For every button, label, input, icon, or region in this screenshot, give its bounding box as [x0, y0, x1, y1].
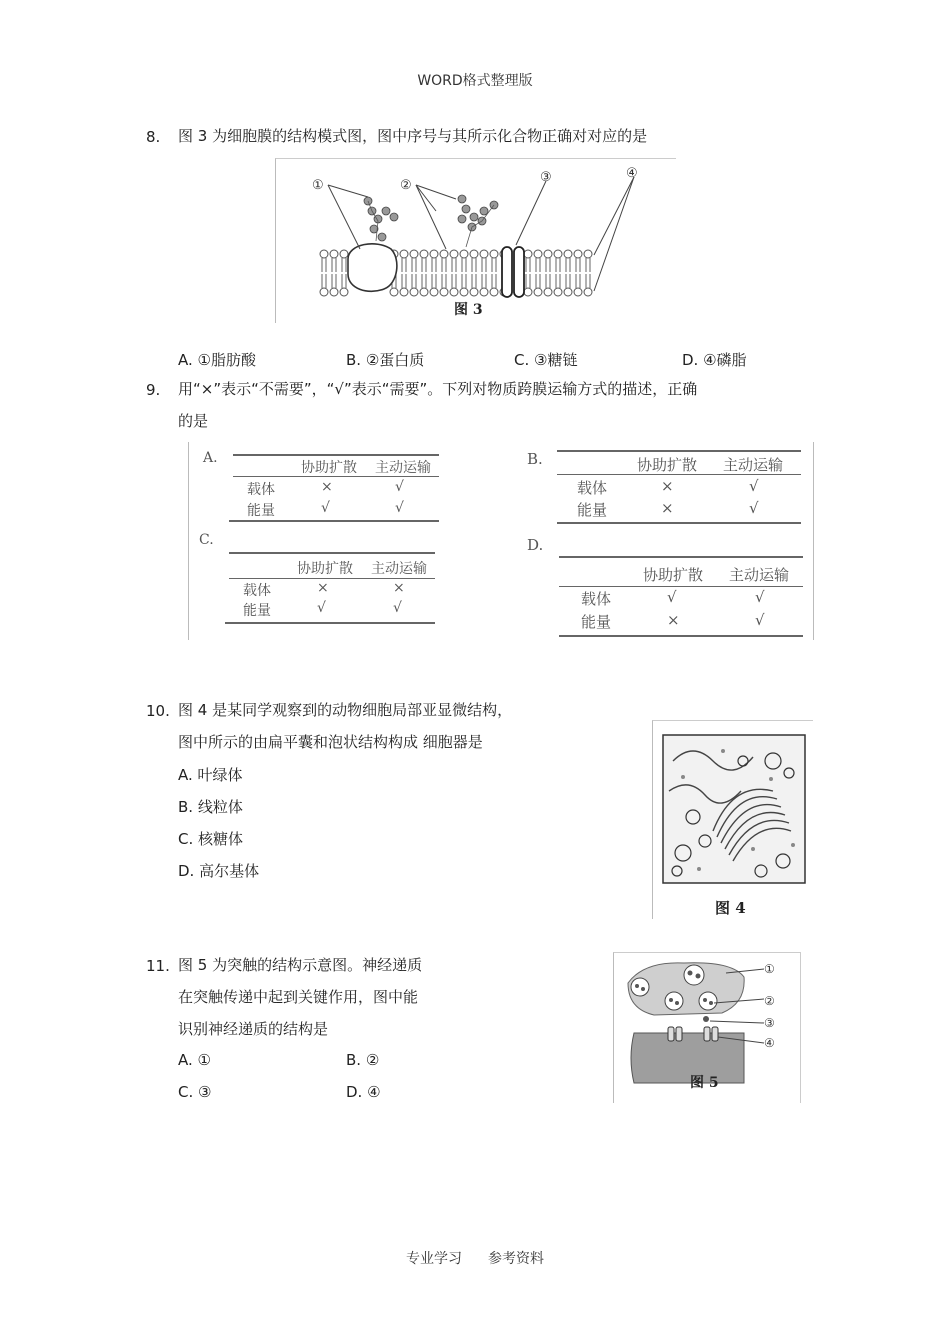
table-a-col-1: 协助扩散 [301, 460, 357, 476]
table-a-row2-col2: √ [395, 500, 404, 516]
question-11-number: 11. [146, 957, 170, 975]
fig3-label-1: ① [312, 178, 324, 193]
q8-option-d[interactable]: D. ④磷脂 [682, 351, 747, 369]
golgi-micrograph [653, 721, 813, 919]
table-d-row1-label: 载体 [581, 590, 612, 608]
fig3-label-2: ② [400, 178, 412, 193]
table-c-col-1: 协助扩散 [297, 561, 353, 577]
q8-option-c[interactable]: C. ③糖链 [514, 351, 578, 369]
question-8-number: 8. [146, 128, 161, 146]
fig3-label-3: ③ [540, 170, 552, 185]
q10-option-c[interactable]: C. 核糖体 [178, 830, 244, 848]
footer-left: 专业学习 [406, 1251, 462, 1267]
table-c-label: C. [199, 532, 214, 548]
table-b-row2-col1: × [661, 499, 674, 517]
question-8-text: 图 3 为细胞膜的结构模式图，图中序号与其所示化合物正确对对应的是 [178, 127, 648, 145]
fig5-label-4: ④ [764, 1036, 775, 1050]
question-11-text-line3: 识别神经递质的结构是 [178, 1020, 329, 1038]
question-9-text-line1: 用“×”表示“不需要”，“√”表示“需要”。下列对物质跨膜运输方式的描述，正确 [178, 380, 698, 398]
page-footer [0, 1248, 950, 1268]
table-a-row1-col2: √ [395, 479, 404, 495]
q11-option-d[interactable]: D. ④ [346, 1083, 381, 1101]
table-c-row1-col1: × [317, 580, 329, 596]
question-11-text-line1: 图 5 为突触的结构示意图。神经递质 [178, 956, 423, 974]
question-10-text-line1: 图 4 是某同学观察到的动物细胞局部亚显微结构， [178, 701, 513, 719]
table-a-label: A. [203, 450, 218, 466]
table-d-col-1: 协助扩散 [643, 566, 704, 584]
table-a-row1-label: 载体 [247, 482, 275, 498]
table-d-row2-col2: √ [755, 611, 765, 629]
question-9-text-line2: 的是 [178, 412, 209, 430]
q11-option-c[interactable]: C. ③ [178, 1083, 212, 1101]
table-b-row1-label: 载体 [577, 479, 608, 497]
table-c-col-2: 主动运输 [371, 561, 427, 577]
fig5-label-1: ① [764, 962, 775, 976]
table-c-row2-col2: √ [393, 600, 402, 616]
q10-option-b[interactable]: B. 线粒体 [178, 798, 243, 816]
table-a-col-2: 主动运输 [375, 460, 431, 476]
q8-option-b[interactable]: B. ②蛋白质 [346, 351, 425, 369]
figure-3-membrane [275, 158, 676, 323]
table-a-row1-col1: × [321, 479, 333, 495]
table-b-row1-col2: √ [749, 477, 759, 495]
table-c-row2-label: 能量 [243, 603, 271, 619]
table-c-row2-col1: √ [317, 600, 326, 616]
table-b-col-2: 主动运输 [723, 456, 784, 474]
table-b-row2-col2: √ [749, 499, 759, 517]
question-9-number: 9. [146, 381, 161, 399]
table-d-row2-col1: × [667, 611, 680, 629]
question-10-text-line2: 图中所示的由扁平囊和泡状结构构成 细胞器是 [178, 733, 483, 751]
table-a-row2-col1: √ [321, 500, 330, 516]
table-a-row2-label: 能量 [247, 503, 275, 519]
fig5-label-2: ② [764, 994, 775, 1008]
q11-option-b[interactable]: B. ② [346, 1051, 380, 1069]
table-d-col-2: 主动运输 [729, 566, 790, 584]
q11-option-a[interactable]: A. ① [178, 1051, 211, 1069]
q10-option-a[interactable]: A. 叶绿体 [178, 766, 243, 784]
table-c-row1-col2: × [393, 580, 405, 596]
question-11-text-line2: 在突触传递中起到关键作用，图中能 [178, 988, 419, 1006]
table-b-row2-label: 能量 [577, 501, 608, 519]
fig5-caption: 图 5 [690, 1075, 719, 1091]
figure-4-golgi [652, 720, 813, 919]
q10-option-d[interactable]: D. 高尔基体 [178, 862, 260, 880]
figure-5-synapse [613, 952, 801, 1103]
table-d-row1-col2: √ [755, 588, 765, 606]
fig3-caption: 图 3 [454, 302, 483, 318]
table-b-col-1: 协助扩散 [637, 456, 698, 474]
table-d-row2-label: 能量 [581, 613, 612, 631]
table-b-label: B. [527, 450, 543, 468]
page-header: WORD格式整理版 [417, 73, 533, 89]
q8-option-a[interactable]: A. ①脂肪酸 [178, 351, 256, 369]
figure-q9-tables [188, 442, 814, 640]
footer-right: 参考资料 [488, 1251, 544, 1267]
table-b-row1-col1: × [661, 477, 674, 495]
synapse-diagram [614, 953, 800, 1103]
table-d-label: D. [527, 536, 544, 554]
fig5-label-3: ③ [764, 1016, 775, 1030]
cell-membrane-diagram [276, 159, 676, 323]
table-c-row1-label: 载体 [243, 583, 271, 599]
table-d-row1-col1: √ [667, 588, 677, 606]
fig4-caption: 图 4 [715, 899, 746, 917]
fig3-label-4: ④ [626, 166, 638, 181]
question-10-number: 10. [146, 702, 170, 720]
